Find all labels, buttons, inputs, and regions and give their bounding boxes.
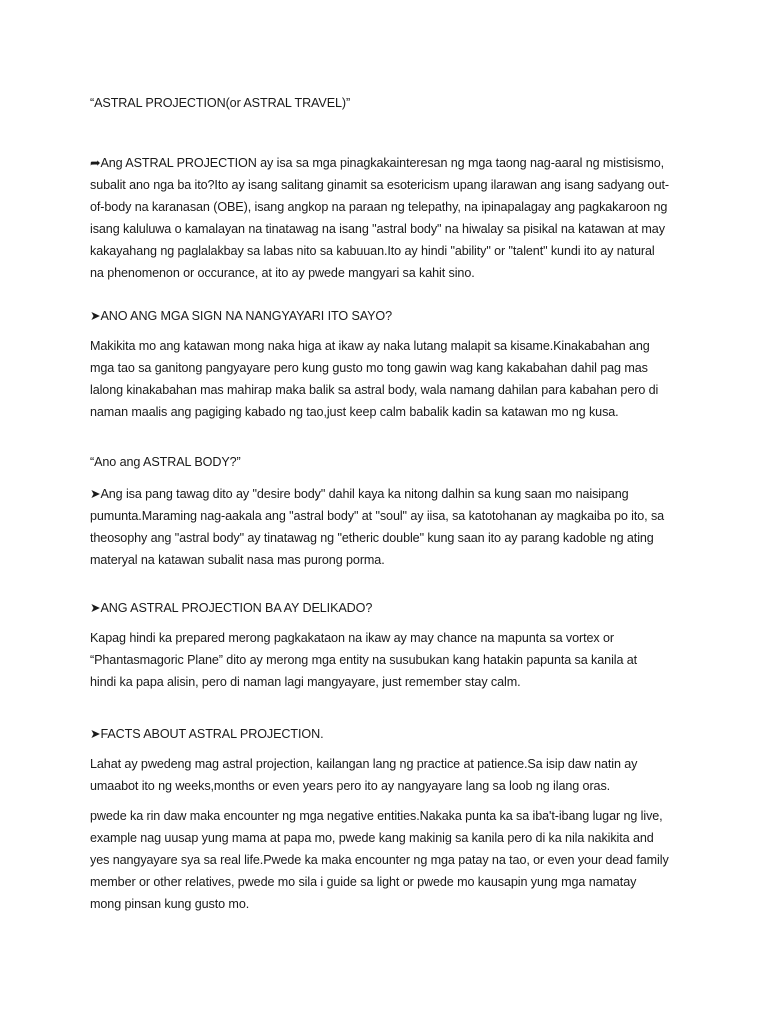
section-heading-danger: ➤ANG ASTRAL PROJECTION BA AY DELIKADO? bbox=[90, 601, 373, 615]
document-title: “ASTRAL PROJECTION(or ASTRAL TRAVEL)” bbox=[90, 96, 351, 110]
section-heading-facts: ➤FACTS ABOUT ASTRAL PROJECTION. bbox=[90, 727, 324, 741]
section-heading-signs: ➤ANO ANG MGA SIGN NA NANGYAYARI ITO SAYO? bbox=[90, 309, 393, 323]
facts-paragraph-2: pwede ka rin daw maka encounter ng mga negative entities.Nakaka punta ka sa iba't-ibang lugar ng live, example nag uusap yung mama at papa mo, pwede kang makinig sa kanila pero di ka nila nakikita and yes nangyayare sya sa real life.Pwede ka maka encounter ng mga patay na tao, or even your dead family member or other relatives, pwede mo sila i guide sa light or pwede mo kausapin yung mga namatay mong pinsan kung gusto mo. bbox=[90, 809, 669, 911]
facts-paragraph-1: Lahat ay pwedeng mag astral projection, kailangan lang ng practice at patience.Sa isip daw natin ay umaabot ito ng weeks,months or even years pero ito ay nangyayare lang sa loob ng ilang oras. bbox=[90, 757, 638, 793]
section-heading-astral-body: “Ano ang ASTRAL BODY?” bbox=[90, 455, 241, 469]
signs-paragraph: Makikita mo ang katawan mong naka higa at ikaw ay naka lutang malapit sa kisame.Kinakabahan ang mga tao sa ganitong pangyayare pero kung gusto mo tong gawin wag kang kakabahan dahil pag mas lalong kinakabahan mas mahirap maka balik sa astral body, wala namang dahilan para kabahan pero di naman maalis ang pagiging kabado ng tao,just keep calm babalik kadin sa katawan mo ng kusa. bbox=[90, 339, 659, 419]
intro-paragraph: ➦Ang ASTRAL PROJECTION ay isa sa mga pinagkakainteresan ng mga taong nag-aaral ng mistisismo, subalit ano nga ba ito?Ito ay isang salitang ginamit sa esotericism upang ilarawan ang isang sadyang out- of-body na karanasan (OBE), isang angkop na paraan ng telepathy, na ipinapalagay ang pagkakaroon ng isang kaluluwa o kamalayan na tinatawag na isang "astral body" na hiwalay sa pisikal na katawan at may kakayahang ng paglalakbay sa labas nito sa kabuuan.Ito ay hindi "ability" or "talent" kundi ito ay natural na phenomenon or occurance, at ito ay pwede mangyari sa kahit sino. bbox=[90, 156, 669, 280]
astral-body-paragraph: ➤Ang isa pang tawag dito ay "desire body" dahil kaya ka nitong dalhin sa kung saan mo naisipang pumunta.Maraming nag-aakala ang "astral body" at "soul" ay iisa, sa katotohanan ay magkaiba po ito, sa theosophy ang "astral body" ay tinatawag ng "etheric double" kung saan ito ay parang kadoble ng ating materyal na katawan subalit nasa mas purong porma. bbox=[90, 487, 665, 567]
danger-paragraph: Kapag hindi ka prepared merong pagkakataon na ikaw ay may chance na mapunta sa vortex or “Phantasmagoric Plane” dito ay merong mga entity na susubukan kang hatakin papunta sa kanila at hindi ka papa alisin, pero di naman lagi mangyayare, just remember stay calm. bbox=[90, 631, 638, 689]
